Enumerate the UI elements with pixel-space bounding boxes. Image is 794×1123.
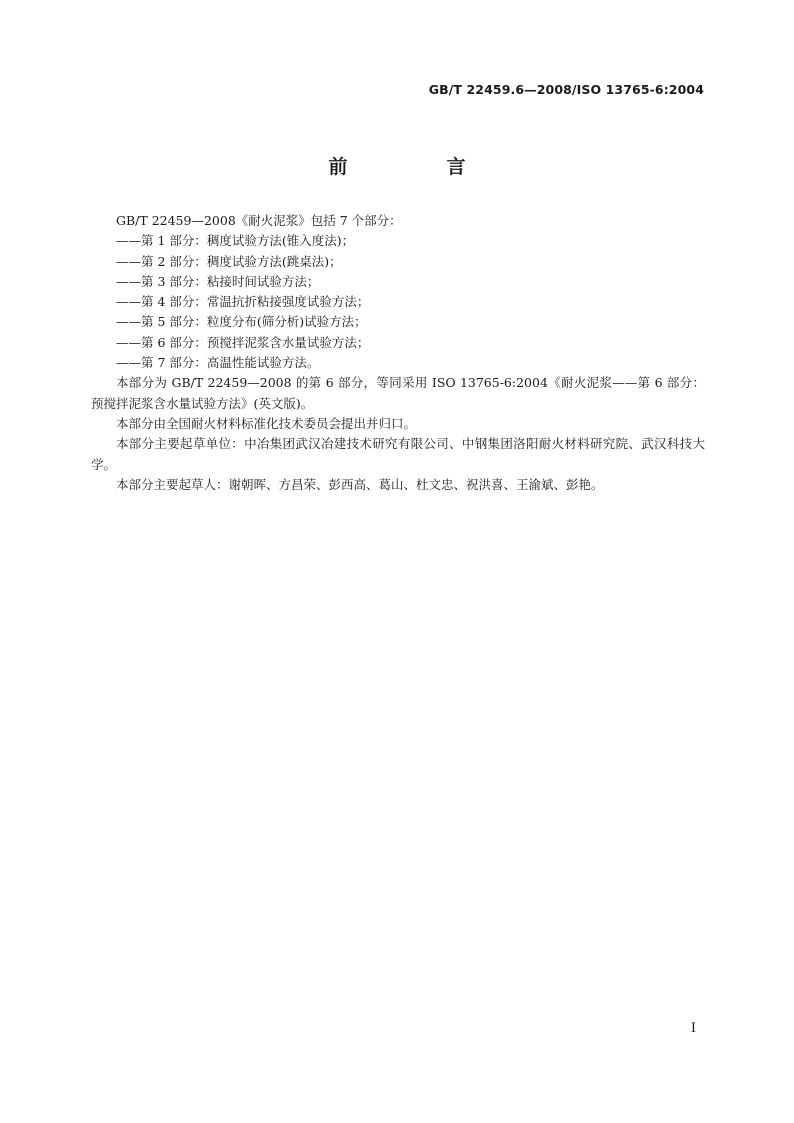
paragraph-proposer: 本部分由全国耐火材料标准化技术委员会提出并归口。	[116, 415, 417, 431]
paragraph-adoption: 本部分为 GB/T 22459—2008 的第 6 部分，等同采用 ISO 13765-6:2004《耐火泥浆——第 6 部分：预搅拌泥浆含水量试验方法》(英文版)。	[91, 375, 705, 411]
foreword-body	[91, 211, 705, 495]
list-item-part-2: ——第 2 部分：稠度试验方法(跳桌法)；	[116, 253, 342, 269]
list-item-part-1: ——第 1 部分：稠度试验方法(锥入度法)；	[116, 233, 355, 249]
list-item-part-7: ——第 7 部分：高温性能试验方法。	[116, 355, 320, 371]
page-title: 前 言	[328, 156, 506, 178]
list-item-part-4: ——第 4 部分：常温抗折粘接强度试验方法；	[116, 294, 370, 310]
paragraph-drafters: 本部分主要起草人：谢朝晖、方昌荣、彭西高、葛山、杜文忠、祝洪喜、王渝斌、彭艳。	[116, 476, 604, 492]
paragraph-intro: GB/T 22459—2008《耐火泥浆》包括 7 个部分：	[116, 213, 402, 228]
standard-code-header: GB/T 22459.6—2008/ISO 13765-6:2004	[428, 82, 704, 97]
page-number: I	[690, 1021, 696, 1036]
list-item-part-6: ——第 6 部分：预搅拌泥浆含水量试验方法；	[116, 334, 370, 350]
list-item-part-3: ——第 3 部分：粘接时间试验方法；	[116, 273, 320, 289]
paragraph-drafting-units: 本部分主要起草单位：中冶集团武汉冶建技术研究有限公司、中钢集团洛阳耐火材料研究院、武汉科技大学。	[91, 436, 705, 472]
list-item-part-5: ——第 5 部分：粒度分布(筛分析)试验方法；	[116, 314, 367, 330]
